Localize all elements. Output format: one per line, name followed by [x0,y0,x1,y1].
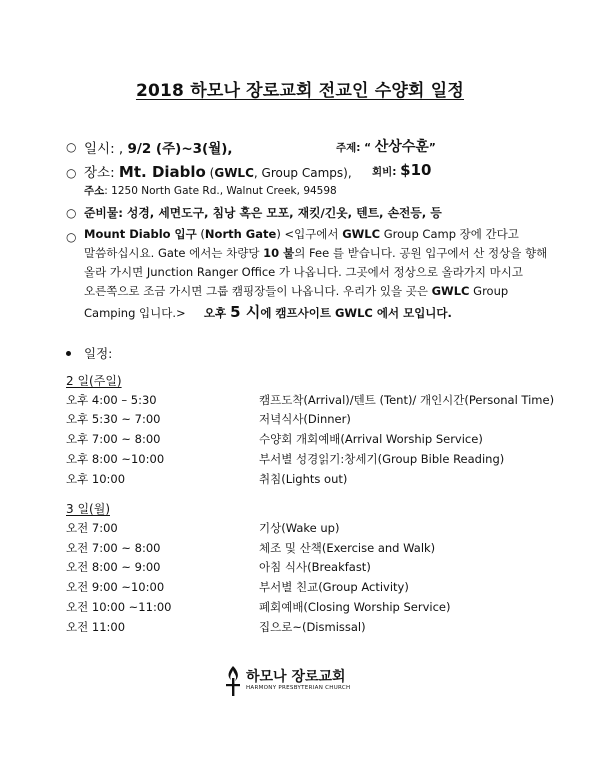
day1-header: 2 일(주일) [66,374,122,388]
supplies-line: 준비물: 성경, 세면도구, 침낭 혹은 모포, 재킷/긴옷, 텐트, 손전등, 등 [84,206,442,220]
place-line: 장소: Mt. Diablo (GWLC, Group Camps), [84,163,352,181]
bullet-directions: ○ [66,230,77,244]
table-row: 오전 7:00 기상(Wake up) [66,521,340,535]
bullet-place: ○ [66,166,77,180]
date-line: 일시: , 9/2 (주)~3(월), [84,141,233,157]
address-line: 주소: 1250 North Gate Rd., Walnut Creek, 94598 [84,185,337,197]
table-row: 오후 4:00 – 5:30 캠프도착(Arrival)/텐트 (Tent)/ 개인시간(Personal Time) [66,393,555,407]
fee-line: 회비: $10 [372,161,432,179]
logo-subtitle: HARMONY PRESBYTERIAN CHURCH [246,685,351,691]
directions-paragraph: Mount Diablo 입구 (North Gate) <입구에서 GWLC Group Camp 장에 간다고 말씀하십시요. Gate 에서는 차량당 10 불의 Fee 를 받습니다. 공원 입구에서 산 정상을 향해 올라 가시면 Junction Ranger Office 가 나옵니다. 그곳에서 정상으로 올라가지 마시고 오른쪽으로 조금 가시면 그룹 캠핑장들이 나옵니다. 우리가 있을 곳은 GWLC Group Camping 입니다.> 오후 5 시에 캠프사이트 GWLC 에서 모입니다. [84,227,548,321]
bullet-schedule [66,351,71,356]
logo-name: 하모나 장로교회 [246,669,346,685]
table-row: 오전 9:00 ~10:00 부서별 친교(Group Activity) [66,580,409,594]
table-row: 오전 11:00 집으로~(Dismissal) [66,620,366,634]
table-row: 오후 8:00 ~10:00 부서별 성경읽기:창세기(Group Bible Reading) [66,452,505,466]
bullet-supplies: ○ [66,206,77,220]
flame-cross-icon [222,664,244,698]
table-row: 오후 10:00 취침(Lights out) [66,472,348,486]
table-row: 오후 5:30 ~ 7:00 저녁식사(Dinner) [66,412,351,426]
table-row: 오전 7:00 ~ 8:00 체조 및 산책(Exercise and Walk) [66,541,436,555]
day2-header: 3 일(월) [66,502,110,516]
page-title: 2018 하모나 장로교회 전교인 수양회 일정 [135,81,465,101]
table-row: 오전 8:00 ~ 9:00 아침 식사(Breakfast) [66,560,371,574]
schedule-label: 일정: [84,346,113,361]
church-logo [222,664,372,698]
theme-line: 주제: “ 산상수훈” [336,139,436,155]
table-row: 오전 10:00 ~11:00 폐회예배(Closing Worship Service) [66,600,451,614]
table-row: 오후 7:00 ~ 8:00 수양회 개회예배(Arrival Worship Service) [66,432,483,446]
bullet-date: ○ [66,140,77,154]
